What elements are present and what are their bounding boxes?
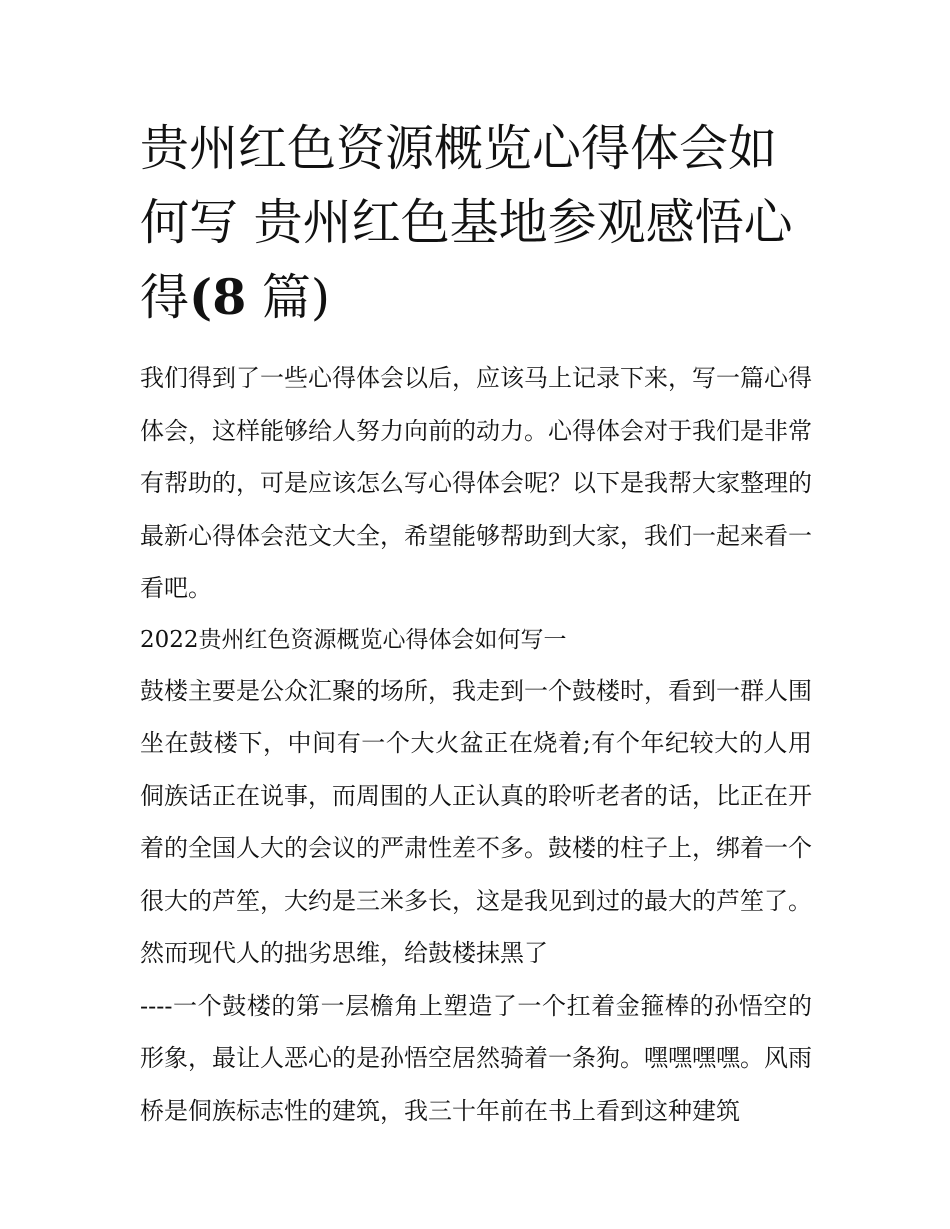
title-tail-text: 篇)	[261, 269, 330, 326]
body-paragraph: ----一个鼓楼的第一层檐角上塑造了一个扛着金箍棒的孙悟空的形象，最让人恶心的是孙悟空居然骑着一条狗。嘿嘿嘿嘿。风雨桥是侗族标志性的建筑，我三十年前在书上看到这种建筑	[140, 991, 812, 1125]
title-count-text: (8	[189, 268, 247, 326]
section-heading: 2022贵州红色资源概览心得体会如何写一	[140, 626, 567, 653]
document-body	[140, 352, 812, 1137]
document-title	[140, 112, 820, 335]
title-main-text: 贵州红色资源概览心得体会如何写 贵州红色基地参观感悟心得	[140, 120, 793, 326]
intro-paragraph: 我们得到了一些心得体会以后，应该马上记录下来，写一篇心得体会，这样能够给人努力向前的动力。心得体会对于我们是非常有帮助的，可是应该怎么写心得体会呢？以下是我帮大家整理的最新心得体会范文大全，希望能够帮助到大家，我们一起来看一看吧。	[140, 364, 812, 602]
body-paragraph: 鼓楼主要是公众汇聚的场所，我走到一个鼓楼时，看到一群人围坐在鼓楼下，中间有一个大火盆正在烧着;有个年纪较大的人用侗族话正在说事，而周围的人正认真的聆听老者的话，比正在开着的全国人大的会议的严肃性差不多。鼓楼的柱子上，绑着一个很大的芦笙，大约是三米多长，这是我见到过的最大的芦笙了。然而现代人的拙劣思维，给鼓楼抹黑了	[140, 676, 812, 967]
